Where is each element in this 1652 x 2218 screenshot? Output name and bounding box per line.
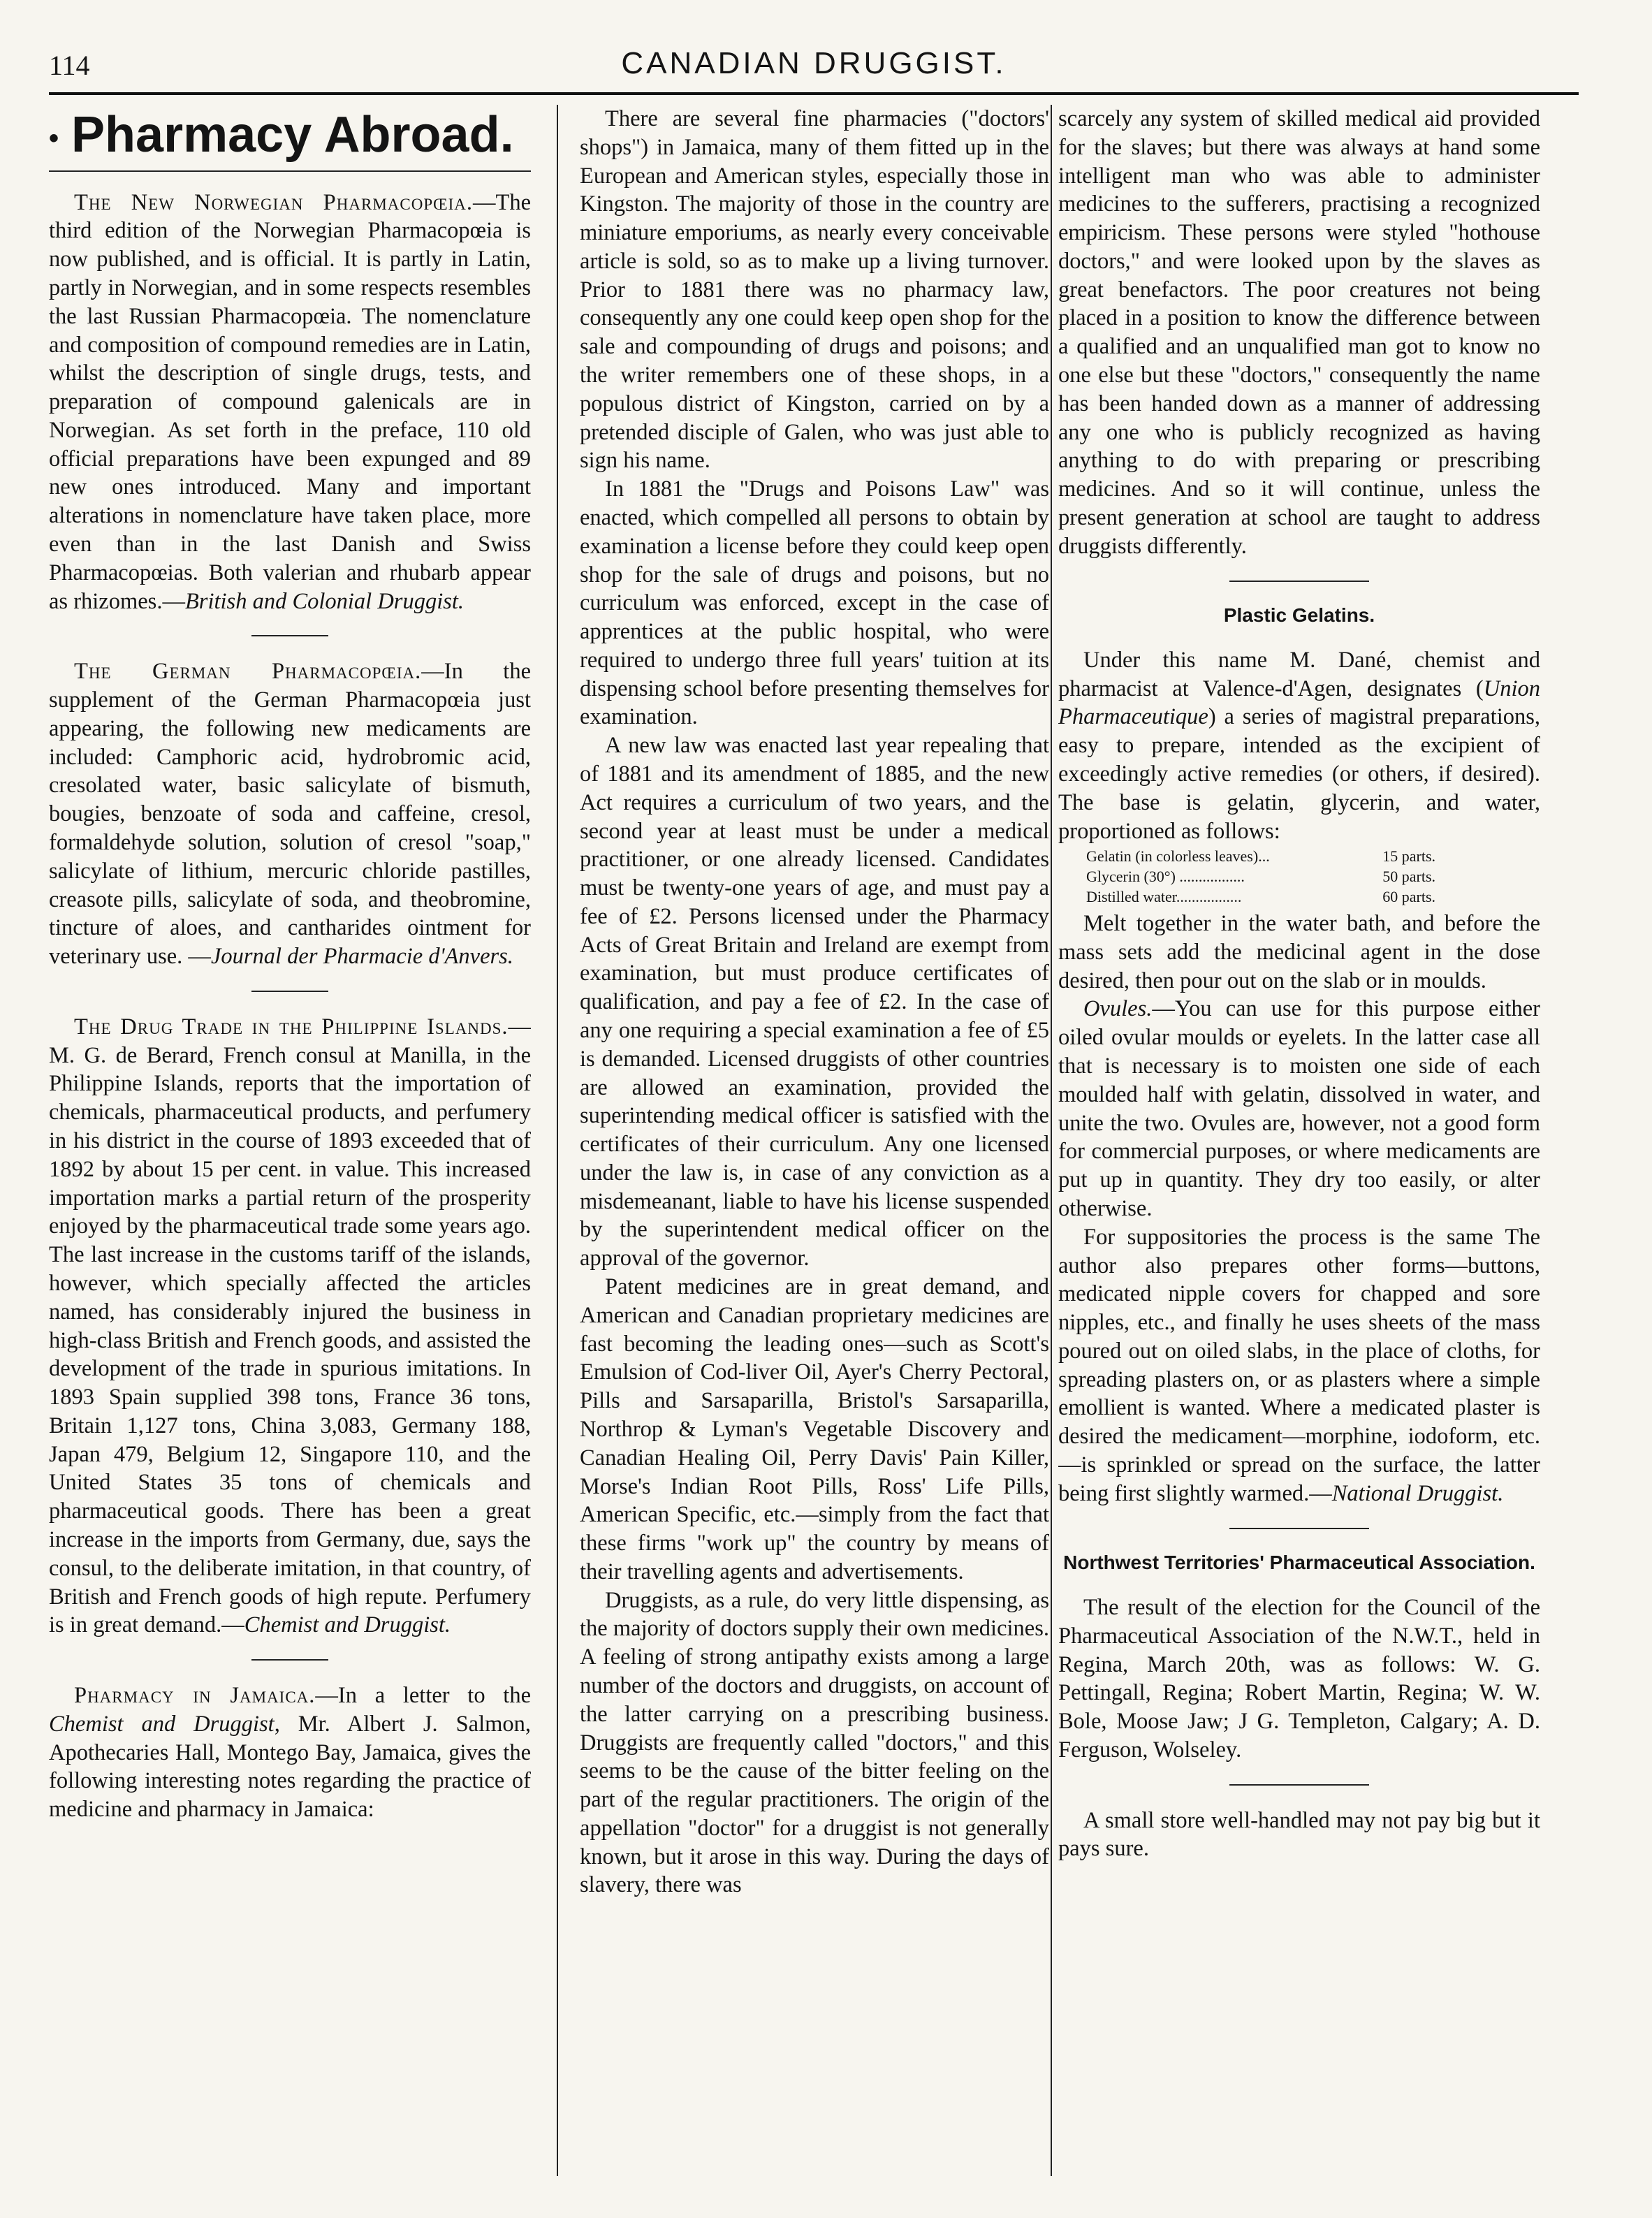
article-title: The Drug Trade in the Philippine Islands. [74,1014,509,1039]
column-3 [1058,105,1540,2183]
recipe-ingredient: Distilled water................. [1086,887,1242,905]
article-jamaica-intro [49,1681,531,1824]
page-header [49,43,1579,92]
section-heading: Plastic Gelatins. [1223,604,1375,626]
running-title: CANADIAN DRUGGIST. [621,46,1007,80]
text: —You can use for this purpose either oiled ovular moulds or eyelets. In the latter case all that is necessary is to moisten one side of each moulded half with gelatin, dissolved in water, and unite the two. Ovules are, however, not a good form for commercial purposes, or where medicaments are put up in quantity. They dry too easily, or alter otherwise. [1058,996,1540,1221]
article-norwegian [49,189,531,616]
divider [251,991,328,992]
paragraph [1058,646,1540,845]
page-number: 114 [49,50,90,81]
paragraph: The result of the election for the Council of the Pharmaceutical Association of the N.W.T., held in Regina, March 20th, was as follows: W. G. Pettingall, Regina; Robert Martin, Regina; W. W. Bole, Moose Jaw; J G. Templeton, Calgary; A. D. Ferguson, Wolseley. [1058,1594,1540,1763]
recipe-ingredient: Gelatin (in colorless leaves)... [1086,847,1270,866]
recipe-row [1058,847,1540,867]
paragraph: Patent medicines are in great demand, and American and Canadian proprietary medicines are fast becoming the leading ones—such as Scott's Emulsion of Cod-liver Oil, Ayer's Cherry Pectoral, Pills and Sarsaparilla, Bristol's Sarsaparilla, Northrop & Lyman's Vegetable Discovery and Canadian Healing Oil, Perry Davis' Pain Killer, Morse's Indian Root Pills, Ross' Life Pills, American Specific, etc.—simply from the fact that these firms "work up" the country by means of their travelling agents and advertisements. [580,1274,1049,1584]
text: ) a series of magistral preparations, easy to prepare, intended as the excipient of exceedingly active remedies (or others, if desired). The base is gelatin, glycerin, and water, proportioned as follows: [1058,704,1540,844]
article-source: Journal der Pharmacie d'Anvers. [210,944,513,970]
paragraph: A small store well-handled may not pay big but it pays sure. [1058,1807,1540,1862]
divider [1229,1528,1369,1529]
section-masthead [49,109,531,162]
recipe-ingredient: Glycerin (30°) ................. [1086,867,1245,885]
bullet-icon: • [49,122,59,154]
paragraph [1058,995,1540,1223]
article-body: —In the supplement of the German Pharmacopœia just appearing, the following new medicaments are included: Camphoric acid, hydrobromic acid, cresolated water, basic salicylate of bismuth, bougies, benzoate of soda and caffeine, cresol, formaldehyde solution, solution of cresol "soap," salicylate of lithium, mercuric chloride pastilles, creasote pills, salicylate of soda, and theobromine, tincture of aloes, and cantharides ointment for veterinary use. — [49,659,531,970]
article-source: Chemist and Druggist. [244,1612,451,1638]
recipe-table [1058,847,1540,907]
article-philippine [49,1013,531,1640]
recipe-row [1058,867,1540,887]
divider [1229,1784,1369,1786]
divider [49,170,531,172]
recipe-row [1058,887,1540,907]
divider [251,635,328,636]
paragraph: Druggists, as a rule, do very little dispensing, as the majority of doctors supply their own medicines. A feeling of strong antipathy exists among a large number of the doctors and druggists, on account of the latter carrying on a prescribing business. Druggists are frequently called "doctors," and this seems to be the cause of the bitter feeling on the part of the regular practitioners. The origin of the appellation "doctor" for a druggist is not generally known, but it arose in this way. During the days of slavery, there was [580,1587,1049,1898]
article-source: British and Colonial Druggist. [184,588,465,614]
paragraph [1058,1223,1540,1508]
article-body: —The third edition of the Norwegian Pharmacopœia is now published, and is official. It is partly in Latin, partly in Norwegian, and in some respects resembles the last Russian Pharmacopœia. The nomenclature and composition of compound remedies are in Latin, whilst the description of single drugs, tests, and preparation of compound galenicals are in Norwegian. As set forth in the preface, 110 old official preparations have been expunged and 89 new ones introduced. Many and important alterations in nomenclature have taken place, more even than in the last Danish and Swiss Pharmacopœias. Both valerian and rhubarb appear as rhizomes.— [49,189,531,614]
paragraph: Melt together in the water bath, and before the mass sets add the medicinal agent in the dose desired, then pour out on the slab or in moulds. [1058,911,1540,993]
recipe-amount: 15 parts. [1382,847,1435,866]
article-source: Chemist and Druggist [49,1711,275,1737]
text: Under this name M. Dané, chemist and pharmacist at Valence-d'Agen, designates ( [1058,647,1540,701]
article-body: , Mr. Albert J. Salmon, Apothecaries Hall, Montego Bay, Jamaica, gives the following interesting notes regarding the practice of medicine and pharmacy in Jamaica: [49,1711,531,1823]
run-in-heading: Ovules. [1083,996,1153,1022]
divider [251,1659,328,1661]
publication-name: Union Pharmaceutique [1058,676,1540,730]
article-source: National Druggist. [1331,1480,1504,1506]
paragraph: A new law was enacted last year repealing that of 1881 and its amendment of 1885, and the new Act requires a curriculum of two years, and the second year at least must be under a medical practitioner, or one already licensed. Candidates must be twenty-one years of age, and must pay a fee of £2. Persons licensed under the Pharmacy Acts of Great Britain and Ireland are exempt from examination, but must produce certificates of qualification, and pay a fee of £2. In the case of any one requiring a special examination a fee of £5 is demanded. Licensed druggists of other countries are allowed an examination, provided the superintending medical officer is satisfied with the certificates of their curriculum. Any one licensed under the law is, in case of any conviction as a misdemeanant, liable to have his license suspended by the superintendent medical officer on the approval of the governor. [580,733,1049,1271]
column-divider [1051,105,1052,2176]
recipe-amount: 60 parts. [1382,887,1435,905]
divider [1229,581,1369,582]
text: For suppositories the process is the same The author also prepares other forms—buttons, medicated nipple covers for chapped and sore nipples, etc., and finally he uses sheets of the mass poured out on oiled slabs, in the place of cloths, for spreading plasters on, or as plasters where a simple emollient is wanted. Where a medicated plaster is desired the medicament—morphine, iodoform, etc.—is sprinkled or spread on the surface, the latter being first slightly warmed.— [1058,1224,1540,1506]
paragraph: In 1881 the "Drugs and Poisons Law" was enacted, which compelled all persons to obtain by examination a license before they could keep open shop for the sale of drugs and poisons, but no curriculum was enforced, except in the case of apprentices at the public hospital, who were required to undergo three full years' tuition at its dispensing school before presenting themselves for examination. [580,476,1049,730]
article-body: —M. G. de Berard, French consul at Manilla, in the Philippine Islands, reports that the importation of chemicals, pharmaceutical products, and perfumery in his district in the course of 1893 exceeded that of 1892 by about 15 per cent. in value. This increased importation marks a partial return of the prosperity enjoyed by the pharmaceutical trade some years ago. The last increase in the customs tariff of the islands, however, which specially affected the articles named, has considerably injured the business in high-class British and French goods, and assisted the development of the trade in spurious imitations. In 1893 Spain supplied 398 tons, France 36 tons, Britain 1,127 tons, China 3,083, Germany 188, Japan 479, Belgium 12, Singapore 110, and the United States 35 tons of chemicals and pharmaceutical goods. There has been a great increase in the imports from Germany, due, says the consul, to the deliberate imitation, in that country, of British and French goods of high repute. Perfumery is in great demand.— [49,1014,531,1638]
section-heading: Northwest Territories' Pharmaceutical Association. [1063,1551,1535,1573]
paragraph: scarcely any system of skilled medical aid provided for the slaves; but there was always at hand some intelligent man who was able to administer medicines to the sufferers, practising a recognized empiricism. These persons were styled "hothouse doctors," and were looked upon by the slaves as great benefactors. The poor creatures not being placed in a position to know the difference between a qualified and an unqualified man got to know no one else but these "doctors," consequently the name has been handed down as a manner of addressing any one who is publicly recognized as having anything to do with preparing or prescribing medicines. And so it will continue, unless the present generation at school are taught to address druggists differently. [1058,106,1540,559]
column-divider [557,105,558,2176]
masthead-title: Pharmacy Abroad. [71,107,514,163]
paragraph: There are several fine pharmacies ("doctors' shops") in Jamaica, many of them fitted up in the European and American styles, especially those in Kingston. The majority of those in the country are miniature emporiums, as nearly every conceivable article is sold, so as to make up a living turnover. Prior to 1881 there was no pharmacy law, consequently any one could keep open shop for the sale and compounding of drugs and poisons; and the writer remembers one of these shops, in a populous district of Kingston, carried on by a pretended disciple of Galen, who was just able to sign his name. [580,106,1049,474]
column-1 [49,105,531,2183]
article-german [49,657,531,971]
header-rule [49,92,1579,95]
column-2 [580,105,1049,2183]
article-title: Pharmacy in Jamaica. [74,1683,316,1709]
article-title: The New Norwegian Pharmacopœia. [74,189,473,215]
recipe-amount: 50 parts. [1382,867,1435,885]
article-body: —In a letter to the [315,1683,531,1709]
article-title: The German Pharmacopœia. [74,659,422,685]
